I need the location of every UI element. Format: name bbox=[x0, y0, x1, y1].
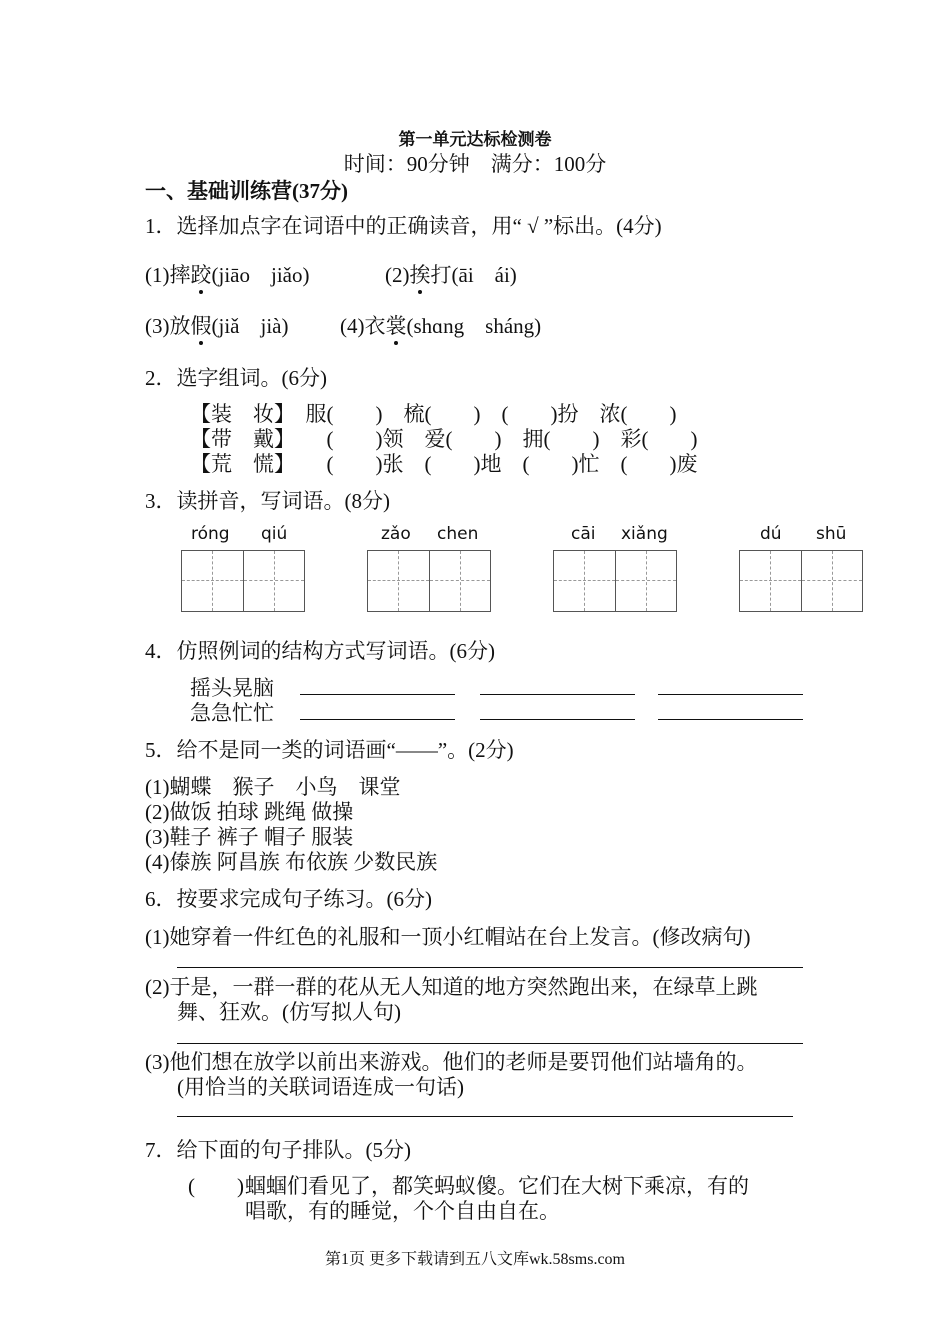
q1-item-4: (4)衣裳(shɑng sháng) bbox=[340, 314, 542, 338]
q6-item-2: (2)于是，一群一群的花从无人知道的地方突然跑出来，在绿草上跳 bbox=[145, 975, 758, 999]
tian-zi-grid[interactable] bbox=[553, 550, 677, 612]
tian-zi-grid[interactable] bbox=[181, 550, 305, 612]
pinyin: cāi bbox=[571, 524, 596, 544]
question-6-prompt: 6．按要求完成句子练习。(6分) bbox=[145, 887, 432, 911]
question-2-prompt: 2．选字组词。(6分) bbox=[145, 366, 327, 390]
dotted-char: 跤 bbox=[190, 263, 212, 287]
tian-zi-grid[interactable] bbox=[739, 550, 863, 612]
pinyin: xiǎng bbox=[621, 524, 668, 544]
question-7-prompt: 7．给下面的句子排队。(5分) bbox=[145, 1138, 411, 1162]
q5-item-1: (1)蝴蝶 猴子 小鸟 课堂 bbox=[145, 775, 401, 799]
answer-line[interactable] bbox=[658, 719, 803, 720]
question-1-prompt: 1．选择加点字在词语中的正确读音，用“ √ ”标出。(4分) bbox=[145, 214, 662, 238]
dotted-char: 裳 bbox=[385, 314, 407, 338]
q4-example-2: 急急忙忙 bbox=[190, 701, 274, 725]
question-4-prompt: 4．仿照例词的结构方式写词语。(6分) bbox=[145, 639, 495, 663]
answer-line[interactable] bbox=[300, 719, 455, 720]
question-3-prompt: 3．读拼音，写词语。(8分) bbox=[145, 489, 390, 513]
answer-paren[interactable]: ( ) bbox=[188, 1174, 244, 1198]
exam-info: 时间：90分钟 满分：100分 bbox=[343, 152, 607, 176]
q6-item-3: (3)他们想在放学以前出来游戏。他们的老师是要罚他们站墙角的。 bbox=[145, 1050, 758, 1074]
section-heading: 一、基础训练营(37分) bbox=[145, 179, 348, 203]
answer-line[interactable] bbox=[300, 694, 455, 695]
pinyin: róng bbox=[191, 524, 230, 544]
answer-line[interactable] bbox=[480, 694, 635, 695]
pinyin: dú bbox=[760, 524, 782, 544]
pinyin: qiú bbox=[261, 524, 288, 544]
q2-row-3: 【荒 慌】 ( )张 ( )地 ( )忙 ( )废 bbox=[190, 452, 698, 476]
q6-item-1: (1)她穿着一件红色的礼服和一顶小红帽站在台上发言。(修改病句) bbox=[145, 925, 751, 949]
q1-item-3: (3)放假(jiǎ jià) bbox=[145, 314, 289, 338]
page-title: 第一单元达标检测卷 bbox=[398, 130, 552, 149]
dotted-char: 假 bbox=[190, 314, 212, 338]
q1-item-2: (2)挨打(āi ái) bbox=[385, 263, 517, 287]
answer-line[interactable] bbox=[177, 967, 803, 968]
answer-line[interactable] bbox=[177, 1116, 793, 1117]
pinyin: zǎo bbox=[381, 524, 411, 544]
q5-item-2: (2)做饭 拍球 跳绳 做操 bbox=[145, 800, 354, 824]
pinyin: shū bbox=[816, 524, 847, 544]
q4-example-1: 摇头晃脑 bbox=[190, 676, 274, 700]
dotted-char: 挨 bbox=[409, 263, 431, 287]
answer-line[interactable] bbox=[658, 694, 803, 695]
q2-row-2: 【带 戴】 ( )领 爱( ) 拥( ) 彩( ) bbox=[190, 427, 698, 451]
q1-item-1: (1)摔跤(jiāo jiǎo) bbox=[145, 263, 310, 287]
q5-item-4: (4)傣族 阿昌族 布依族 少数民族 bbox=[145, 850, 438, 874]
question-5-prompt: 5．给不是同一类的词语画“——”。(2分) bbox=[145, 738, 514, 762]
q7-sentence-cont: 唱歌，有的睡觉，个个自由自在。 bbox=[245, 1199, 560, 1223]
q7-sentence: 蝈蝈们看见了，都笑蚂蚁傻。它们在大树下乘凉，有的 bbox=[245, 1174, 749, 1198]
q2-row-1: 【装 妆】 服( ) 梳( ) ( )扮 浓( ) bbox=[190, 402, 677, 426]
q5-item-3: (3)鞋子 裤子 帽子 服装 bbox=[145, 825, 354, 849]
answer-line[interactable] bbox=[480, 719, 635, 720]
tian-zi-grid[interactable] bbox=[367, 550, 491, 612]
page-footer: 第1页 更多下载请到五八文库wk.58sms.com bbox=[324, 1251, 625, 1268]
pinyin: chen bbox=[437, 524, 479, 544]
q6-item-2-cont: 舞、狂欢。(仿写拟人句) bbox=[177, 1000, 401, 1024]
q6-item-3-cont: (用恰当的关联词语连成一句话) bbox=[177, 1075, 464, 1099]
answer-line[interactable] bbox=[177, 1043, 803, 1044]
